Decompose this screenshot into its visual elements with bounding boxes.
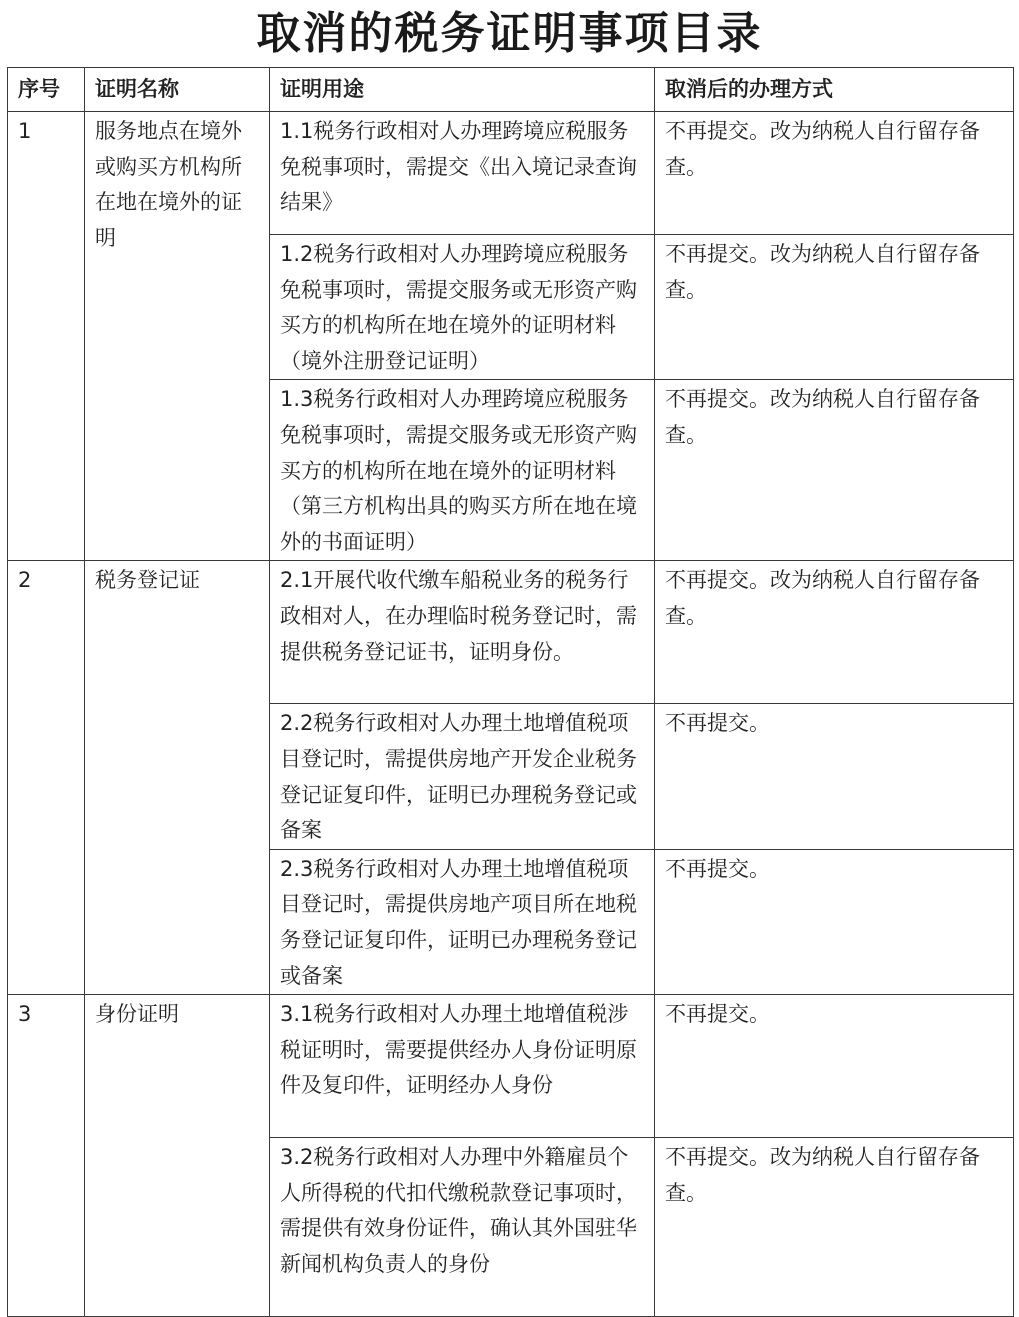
cell-name: 服务地点在境外或购买方机构所在地在境外的证明 bbox=[85, 112, 270, 561]
cell-use: 3.1税务行政相对人办理土地增值税涉税证明时，需要提供经办人身份证明原件及复印件，证明经办人身份 bbox=[270, 995, 655, 1138]
table-header-row bbox=[8, 68, 1014, 112]
cell-use: 2.3税务行政相对人办理土地增值税项目登记时，需提供房地产项目所在地税务登记证复印件，证明已办理税务登记或备案 bbox=[270, 849, 655, 994]
header-way: 取消后的办理方式 bbox=[655, 68, 1014, 112]
tax-certificate-table bbox=[7, 67, 1014, 1317]
cell-use: 1.1税务行政相对人办理跨境应税服务免税事项时，需提交《出入境记录查询结果》 bbox=[270, 112, 655, 235]
cell-way: 不再提交。改为纳税人自行留存备查。 bbox=[655, 1138, 1014, 1317]
cell-way: 不再提交。改为纳税人自行留存备查。 bbox=[655, 380, 1014, 561]
header-name: 证明名称 bbox=[85, 68, 270, 112]
cell-way: 不再提交。 bbox=[655, 704, 1014, 849]
cell-use: 3.2税务行政相对人办理中外籍雇员个人所得税的代扣代缴税款登记事项时，需提供有效身份证件，确认其外国驻华新闻机构负责人的身份 bbox=[270, 1138, 655, 1317]
cell-no: 3 bbox=[8, 995, 85, 1317]
table-row bbox=[8, 561, 1014, 704]
cell-way: 不再提交。改为纳税人自行留存备查。 bbox=[655, 235, 1014, 380]
table-row bbox=[8, 112, 1014, 235]
cell-use: 1.2税务行政相对人办理跨境应税服务免税事项时，需提交服务或无形资产购买方的机构所在地在境外的证明材料（境外注册登记证明） bbox=[270, 235, 655, 380]
cell-name: 身份证明 bbox=[85, 995, 270, 1317]
table-row bbox=[8, 995, 1014, 1138]
header-use: 证明用途 bbox=[270, 68, 655, 112]
cell-use: 1.3税务行政相对人办理跨境应税服务免税事项时，需提交服务或无形资产购买方的机构所在地在境外的证明材料（第三方机构出具的购买方所在地在境外的书面证明） bbox=[270, 380, 655, 561]
cell-no: 1 bbox=[8, 112, 85, 561]
cell-no: 2 bbox=[8, 561, 85, 995]
cell-way: 不再提交。 bbox=[655, 849, 1014, 994]
page-title: 取消的税务证明事项目录 bbox=[256, 8, 763, 59]
cell-name: 税务登记证 bbox=[85, 561, 270, 995]
cell-use: 2.1开展代收代缴车船税业务的税务行政相对人，在办理临时税务登记时，需提供税务登记证书，证明身份。 bbox=[270, 561, 655, 704]
cell-use: 2.2税务行政相对人办理土地增值税项目登记时，需提供房地产开发企业税务登记证复印件，证明已办理税务登记或备案 bbox=[270, 704, 655, 849]
cell-way: 不再提交。改为纳税人自行留存备查。 bbox=[655, 561, 1014, 704]
cell-way: 不再提交。改为纳税人自行留存备查。 bbox=[655, 112, 1014, 235]
header-no: 序号 bbox=[8, 68, 85, 112]
cell-way: 不再提交。 bbox=[655, 995, 1014, 1138]
